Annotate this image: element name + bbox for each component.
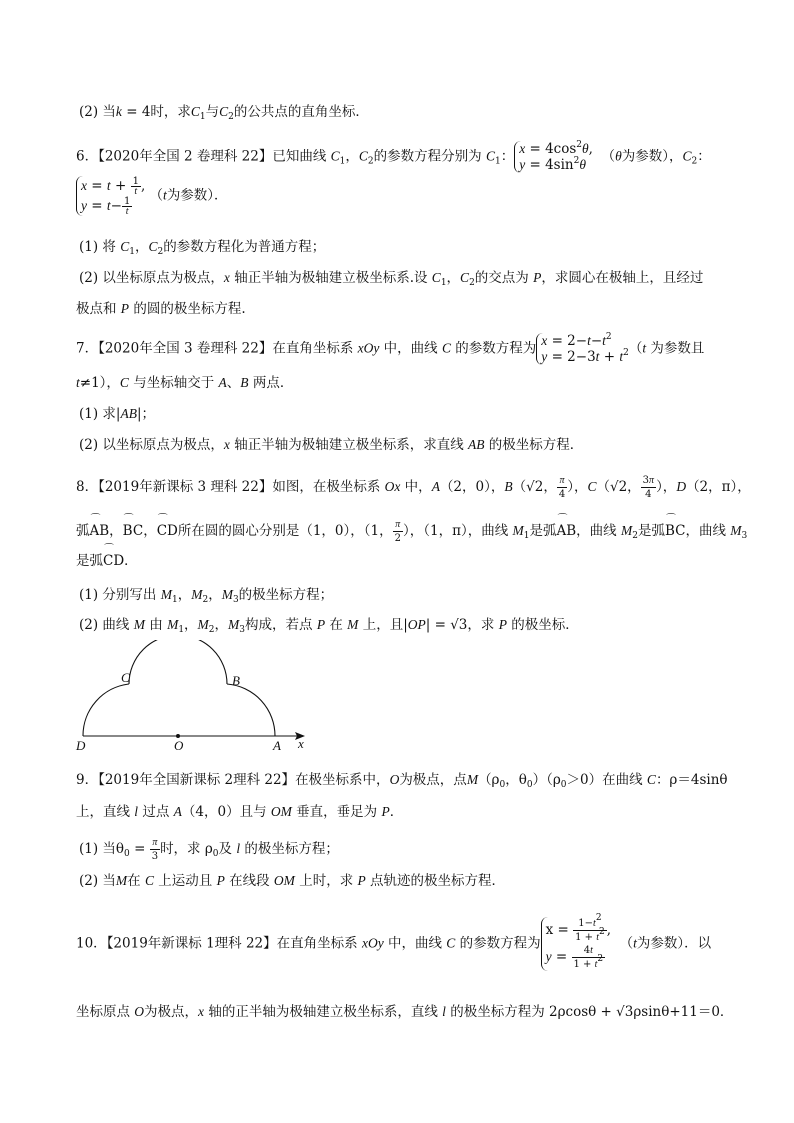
label-a: A [273, 738, 281, 753]
q6-c2-system-line: x = t + $\frac{1}{t}$ , y = t− $\frac{1}{t}$ （t为参数）． [76, 176, 228, 216]
q6-part2-line2: 极点和 P 的圆的极坐标方程. [76, 301, 246, 317]
q7-stem-line2: t≠1），C 与坐标轴交于 A、B 两点． [76, 375, 294, 391]
arc-bc [129, 640, 227, 684]
label-x: x [298, 736, 304, 751]
q6-part1: (1) 将 $C_1$，$C_2$的参数方程化为普通方程； [79, 239, 326, 257]
q7-system: $x = 2-t-t^2$ $y = 2-3t + t^2$ [536, 333, 629, 365]
q8-figure [70, 640, 320, 755]
q10-stem-line1: 10．【2019年新课标 1理科 22】在直角坐标系 xOy 中，曲线 C 的参数方程为x = $\frac{1-t^2}{1 + t^2}$ , y = $\frac{4t}{1 + t^2}$ （t为参数）．以 [76, 913, 712, 970]
q9-part2: (2) 当M在 C 上运动且 P 在线段 OM 上时，求 P 点轨迹的极坐标方程． [79, 873, 506, 889]
q8-part2: (2) 曲线 M 由 $M_1$，$M_2$，$M_3$构成，若点 P 在 M 上，且|OP| = √3，求 P 的极坐标． [79, 617, 579, 635]
q8-stem-line1: 8．【2019年新课标 3 理科 22】如图，在极坐标系 Ox 中，A（2，0），B（√2， $\frac{\pi}{4}$ ），C（√2， $\frac{3\pi}{4}$ ），D（2，π）， [76, 475, 751, 500]
label-b: B [232, 673, 240, 688]
q8-stem-line3: 是弧⌒ CD． [76, 552, 138, 570]
q10-stem-line2: 坐标原点 O为极点，x 轴的正半轴为极轴建立极坐标系，直线 l 的极坐标方程为 2ρcosθ + √3ρsinθ+11＝0． [76, 1004, 734, 1020]
q10-system: x = $\frac{1-t^2}{1 + t^2}$ , y = $\frac{4t}{1 + t^2}$ [541, 917, 611, 971]
q6-part2-line1: (2) 以坐标原点为极点，x 轴正半轴为极轴建立极坐标系.设 $C_1$，$C_2$的交点为 P，求圆心在极轴上，且经过 [79, 270, 704, 288]
q5-part2: (2) 当k = 4时，求$C_1$与$C_2$的公共点的直角坐标． [79, 104, 369, 122]
arc-ab [227, 684, 275, 736]
label-d: D [76, 738, 86, 753]
arc-cd [83, 684, 129, 736]
label-c: C [121, 670, 130, 685]
q9-stem-line1: 9．【2019年全国新课标 2理科 22】在极坐标系中，O为极点，点$M(\rho_0$，$\theta_0)(\rho_0>0)$在曲线 C：ρ＝4sinθ [76, 772, 728, 790]
q7-stem-line1: 7．【2020年全国 3 卷理科 22】在直角坐标系 xOy 中，曲线 C 的参数方程为 $x = 2-t-t^2$ $y = 2-3t + t^2(t$ 为参数且 [76, 332, 705, 365]
q9-stem-line2: 上，直线 l 过点 A（4，0）且与 OM 垂直，垂足为 P． [76, 804, 404, 820]
q8-stem-line2: 弧⌒ AB，⌒ BC，⌒ CD所在圆的圆心分别是（1，0），（1， $\frac{\pi}{2}$ ），（1，π），曲线 $M_1$是弧⌒ AB，曲线 $M_2$是弧⌒ BC，曲线 $M_3$ [76, 518, 747, 545]
q7-part2: (2) 以坐标原点为极点，x 轴正半轴为极轴建立极坐标系，求直线 AB 的极坐标方程． [79, 437, 584, 453]
label-o: O [174, 738, 184, 753]
q6-c1-system: $x = 4\cos^2\theta$, $y = 4\sin^2\theta$ [514, 141, 593, 173]
q6-stem-line1: 6．【2020年全国 2 卷理科 22】已知曲线 $C_1$，$C_2$的参数方程分别为 $C_1$： $x = 4\cos^2\theta$, $y = 4\sin^2\theta$ （θ为参数），$C_2$： [76, 140, 711, 173]
q8-part1: (1) 分别写出 $M_1$，$M_2$，$M_3$的极坐标方程； [79, 587, 334, 605]
q7-part1: (1) 求|AB|； [79, 406, 156, 422]
q9-part1: (1) 当$\theta_0$ = $\frac{\pi}{3}$ 时，求 $\rho_0$及 l 的极坐标方程； [79, 837, 339, 862]
